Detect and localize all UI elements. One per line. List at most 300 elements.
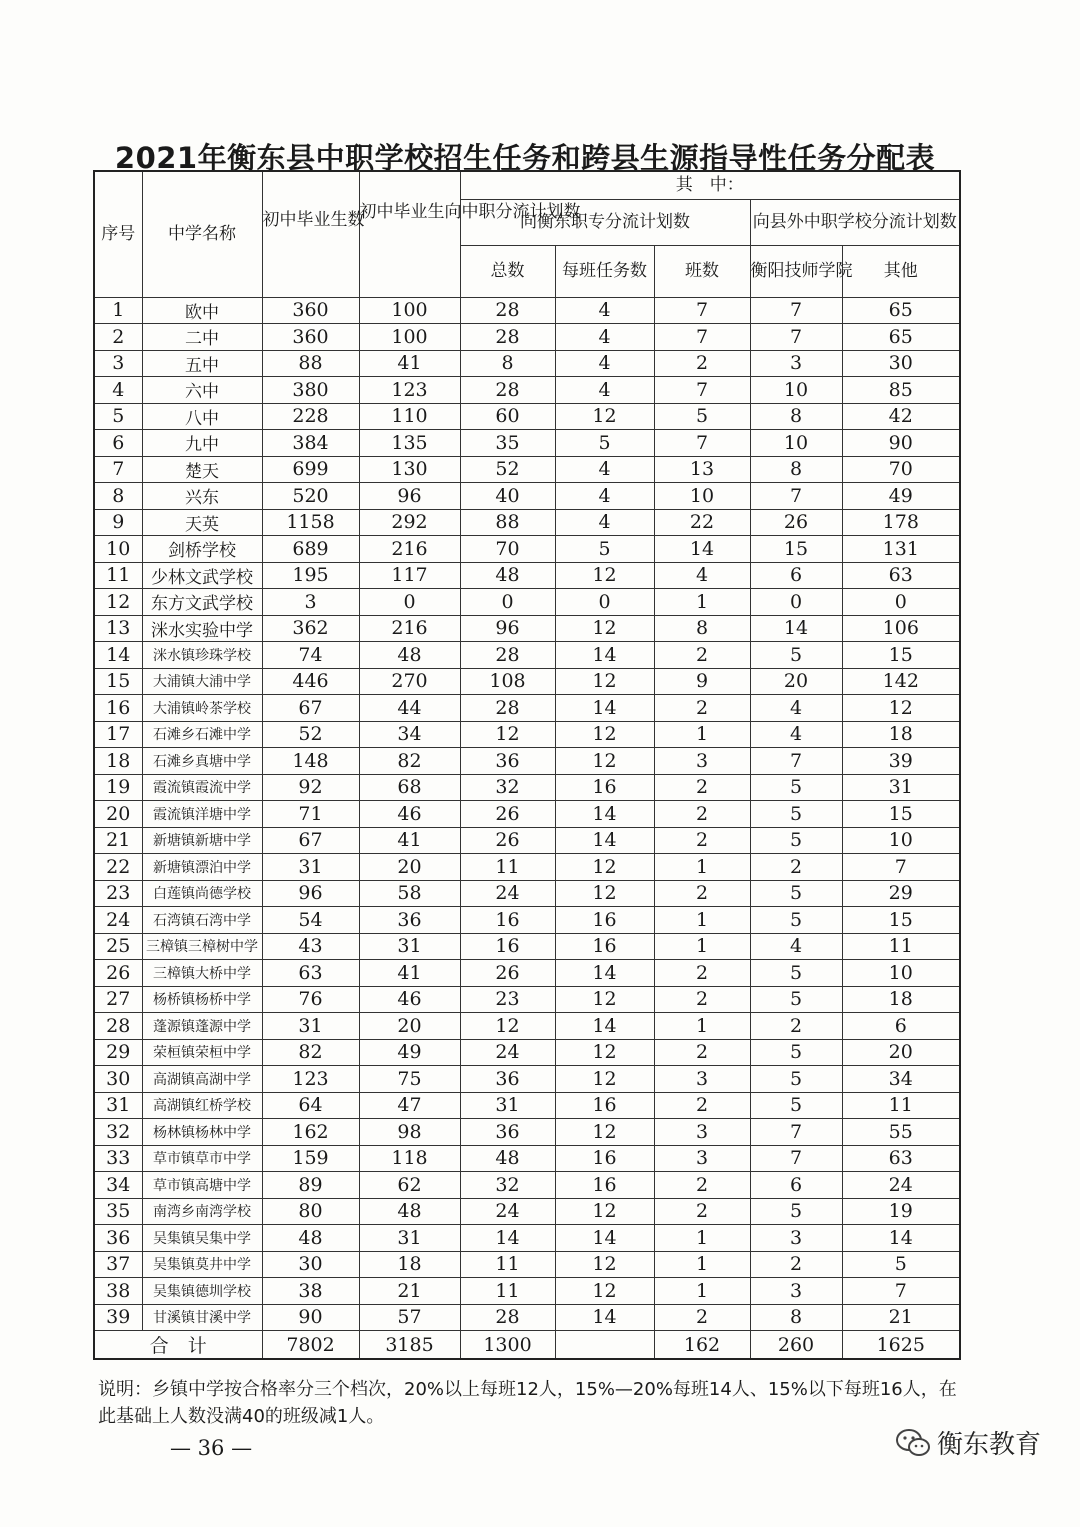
cell-hengyang: 8 [750,1304,842,1331]
cell-graduates: 380 [262,377,359,404]
cell-per-class: 12 [555,403,654,430]
cell-school: 草市镇草市中学 [142,1145,262,1172]
cell-per-class: 0 [555,589,654,616]
cell-school: 大浦镇大浦中学 [142,668,262,695]
cell-plan: 292 [359,509,460,536]
cell-graduates: 360 [262,297,359,324]
table-row [94,1013,960,1040]
cell-graduates: 82 [262,1039,359,1066]
cell-classes: 2 [654,960,750,987]
cell-classes: 8 [654,615,750,642]
cell-hengyang: 8 [750,403,842,430]
cell-total: 16 [460,933,555,960]
cell-seq: 12 [94,589,142,616]
cell-graduates: 520 [262,483,359,510]
cell-hengyang: 8 [750,456,842,483]
cell-per-class: 12 [555,880,654,907]
cell-plan: 36 [359,907,460,934]
cell-per-class: 4 [555,456,654,483]
cell-total: 36 [460,748,555,775]
cell-per-class: 16 [555,1092,654,1119]
cell-total: 28 [460,324,555,351]
cell-school: 欧中 [142,297,262,324]
cell-other: 11 [842,933,960,960]
cell-plan: 117 [359,562,460,589]
cell-plan: 48 [359,642,460,669]
cell-seq: 4 [94,377,142,404]
table-row [94,668,960,695]
table-row [94,1119,960,1146]
table-row [94,430,960,457]
table-row [94,986,960,1013]
cell-school: 吴集镇莫井中学 [142,1251,262,1278]
cell-school: 石滩乡真塘中学 [142,748,262,775]
cell-classes: 2 [654,880,750,907]
cell-hengyang: 3 [750,1225,842,1252]
cell-graduates: 360 [262,324,359,351]
total-graduates: 7802 [262,1331,359,1360]
cell-plan: 41 [359,960,460,987]
cell-per-class: 12 [555,854,654,881]
cell-plan: 31 [359,933,460,960]
cell-seq: 22 [94,854,142,881]
cell-school: 洣水镇珍珠学校 [142,642,262,669]
cell-total: 35 [460,430,555,457]
table-row [94,695,960,722]
cell-plan: 135 [359,430,460,457]
cell-seq: 6 [94,430,142,457]
cell-plan: 41 [359,827,460,854]
cell-other: 7 [842,854,960,881]
cell-seq: 20 [94,801,142,828]
cell-total: 28 [460,642,555,669]
cell-hengyang: 3 [750,1278,842,1305]
cell-other: 11 [842,1092,960,1119]
cell-total: 24 [460,1198,555,1225]
header-graduates: 初中毕业生数 [262,171,359,297]
cell-classes: 2 [654,350,750,377]
cell-graduates: 148 [262,748,359,775]
table-row [94,509,960,536]
cell-per-class: 12 [555,615,654,642]
cell-graduates: 162 [262,1119,359,1146]
cell-hengyang: 14 [750,615,842,642]
cell-seq: 11 [94,562,142,589]
cell-graduates: 384 [262,430,359,457]
table-row [94,854,960,881]
cell-classes: 7 [654,377,750,404]
cell-other: 63 [842,1145,960,1172]
cell-other: 15 [842,801,960,828]
cell-graduates: 63 [262,960,359,987]
cell-hengyang: 15 [750,536,842,563]
page-title: 2021年衡东县中职学校招生任务和跨县生源指导性任务分配表 [114,141,936,175]
cell-school: 兴东 [142,483,262,510]
table-row [94,589,960,616]
wechat-icon [895,1428,931,1458]
cell-per-class: 14 [555,695,654,722]
cell-plan: 20 [359,854,460,881]
cell-hengyang: 3 [750,350,842,377]
cell-total: 26 [460,960,555,987]
table-row [94,1251,960,1278]
cell-hengyang: 20 [750,668,842,695]
cell-other: 20 [842,1039,960,1066]
cell-graduates: 159 [262,1145,359,1172]
cell-seq: 37 [94,1251,142,1278]
table-row [94,907,960,934]
cell-per-class: 16 [555,1145,654,1172]
cell-classes: 1 [654,854,750,881]
cell-plan: 98 [359,1119,460,1146]
cell-classes: 3 [654,1066,750,1093]
cell-seq: 29 [94,1039,142,1066]
cell-school: 吴集镇吴集中学 [142,1225,262,1252]
table-row [94,377,960,404]
cell-per-class: 12 [555,748,654,775]
cell-other: 18 [842,986,960,1013]
cell-total: 31 [460,1092,555,1119]
cell-total: 28 [460,297,555,324]
cell-school: 蓬源镇蓬源中学 [142,1013,262,1040]
cell-classes: 22 [654,509,750,536]
cell-hengyang: 2 [750,1013,842,1040]
cell-classes: 2 [654,1092,750,1119]
page-number: — 36 — [170,1436,253,1460]
cell-other: 5 [842,1251,960,1278]
cell-school: 五中 [142,350,262,377]
cell-total: 96 [460,615,555,642]
cell-hengyang: 5 [750,642,842,669]
cell-plan: 0 [359,589,460,616]
cell-other: 24 [842,1172,960,1199]
cell-graduates: 80 [262,1198,359,1225]
cell-classes: 1 [654,721,750,748]
cell-other: 10 [842,827,960,854]
cell-school: 石湾镇石湾中学 [142,907,262,934]
cell-graduates: 74 [262,642,359,669]
cell-per-class: 4 [555,324,654,351]
cell-hengyang: 5 [750,774,842,801]
cell-other: 21 [842,1304,960,1331]
cell-plan: 270 [359,668,460,695]
cell-other: 15 [842,907,960,934]
cell-per-class: 16 [555,907,654,934]
cell-graduates: 67 [262,827,359,854]
cell-hengyang: 5 [750,907,842,934]
cell-plan: 216 [359,615,460,642]
cell-total: 14 [460,1225,555,1252]
cell-total: 36 [460,1066,555,1093]
cell-classes: 7 [654,324,750,351]
cell-classes: 3 [654,748,750,775]
cell-classes: 3 [654,1119,750,1146]
cell-per-class: 14 [555,1304,654,1331]
cell-plan: 18 [359,1251,460,1278]
cell-plan: 57 [359,1304,460,1331]
cell-classes: 1 [654,1251,750,1278]
header-per-class: 每班任务数 [555,245,654,297]
cell-graduates: 76 [262,986,359,1013]
cell-other: 14 [842,1225,960,1252]
cell-classes: 1 [654,1013,750,1040]
cell-school: 杨桥镇杨桥中学 [142,986,262,1013]
cell-per-class: 12 [555,721,654,748]
header-school: 中学名称 [142,171,262,297]
table-body [94,297,960,1331]
cell-seq: 15 [94,668,142,695]
table-row [94,721,960,748]
cell-total: 11 [460,1251,555,1278]
cell-school: 少林文武学校 [142,562,262,589]
total-row [94,1331,960,1360]
cell-school: 八中 [142,403,262,430]
cell-other: 49 [842,483,960,510]
cell-graduates: 30 [262,1251,359,1278]
table-row [94,1039,960,1066]
table-row [94,1172,960,1199]
cell-per-class: 12 [555,1251,654,1278]
cell-total: 0 [460,589,555,616]
cell-school: 霞流镇霞流中学 [142,774,262,801]
cell-other: 34 [842,1066,960,1093]
cell-per-class: 4 [555,350,654,377]
cell-hengyang: 5 [750,1039,842,1066]
cell-hengyang: 4 [750,933,842,960]
cell-seq: 34 [94,1172,142,1199]
cell-other: 6 [842,1013,960,1040]
table-row [94,1225,960,1252]
cell-per-class: 12 [555,1119,654,1146]
cell-other: 63 [842,562,960,589]
allocation-table [93,170,961,1360]
header-total: 总数 [460,245,555,297]
cell-school: 高湖镇红桥学校 [142,1092,262,1119]
cell-seq: 32 [94,1119,142,1146]
cell-other: 29 [842,880,960,907]
cell-seq: 38 [94,1278,142,1305]
cell-graduates: 362 [262,615,359,642]
cell-school: 大浦镇岭茶学校 [142,695,262,722]
table-row [94,880,960,907]
cell-per-class: 12 [555,986,654,1013]
cell-per-class: 14 [555,1225,654,1252]
cell-plan: 96 [359,483,460,510]
cell-seq: 5 [94,403,142,430]
cell-classes: 4 [654,562,750,589]
table-row [94,483,960,510]
cell-plan: 100 [359,297,460,324]
cell-classes: 1 [654,1278,750,1305]
cell-hengyang: 4 [750,695,842,722]
cell-seq: 25 [94,933,142,960]
cell-classes: 1 [654,1225,750,1252]
cell-graduates: 90 [262,1304,359,1331]
cell-seq: 3 [94,350,142,377]
header-group-b: 向县外中职学校分流计划数 [750,199,960,245]
table-row [94,456,960,483]
cell-per-class: 14 [555,827,654,854]
header-seq: 序号 [94,171,142,297]
cell-total: 24 [460,880,555,907]
cell-graduates: 31 [262,854,359,881]
cell-other: 178 [842,509,960,536]
cell-total: 28 [460,1304,555,1331]
table-row [94,562,960,589]
cell-plan: 46 [359,801,460,828]
cell-hengyang: 7 [750,483,842,510]
cell-other: 55 [842,1119,960,1146]
cell-other: 30 [842,350,960,377]
total-total: 1300 [460,1331,555,1360]
cell-per-class: 16 [555,933,654,960]
cell-total: 48 [460,562,555,589]
explanation-note: 说明：乡镇中学按合格率分三个档次，20%以上每班12人，15%—20%每班14人、15%以下每班16人，在此基础上人数没满40的班级减1人。 [98,1379,957,1427]
cell-plan: 216 [359,536,460,563]
cell-plan: 68 [359,774,460,801]
cell-plan: 118 [359,1145,460,1172]
cell-hengyang: 7 [750,748,842,775]
cell-graduates: 52 [262,721,359,748]
cell-seq: 39 [94,1304,142,1331]
cell-hengyang: 5 [750,986,842,1013]
cell-hengyang: 7 [750,297,842,324]
cell-other: 31 [842,774,960,801]
cell-classes: 2 [654,986,750,1013]
cell-graduates: 38 [262,1278,359,1305]
cell-graduates: 67 [262,695,359,722]
cell-total: 88 [460,509,555,536]
cell-classes: 5 [654,403,750,430]
cell-school: 天英 [142,509,262,536]
table-row [94,297,960,324]
cell-school: 荣桓镇荣桓中学 [142,1039,262,1066]
cell-school: 剑桥学校 [142,536,262,563]
cell-classes: 2 [654,1039,750,1066]
table-row [94,960,960,987]
cell-graduates: 71 [262,801,359,828]
table-row [94,1145,960,1172]
cell-school: 草市镇高塘中学 [142,1172,262,1199]
cell-plan: 130 [359,456,460,483]
header-group-a: 向衡东职专分流计划数 [460,199,750,245]
cell-graduates: 689 [262,536,359,563]
cell-total: 23 [460,986,555,1013]
cell-school: 二中 [142,324,262,351]
cell-plan: 75 [359,1066,460,1093]
table-row [94,801,960,828]
header-plan: 初中毕业生向中职分流计划数 [359,171,460,297]
cell-per-class: 12 [555,1198,654,1225]
cell-graduates: 123 [262,1066,359,1093]
cell-seq: 21 [94,827,142,854]
cell-total: 12 [460,1013,555,1040]
cell-total: 26 [460,827,555,854]
cell-per-class: 5 [555,536,654,563]
table-row [94,1066,960,1093]
cell-per-class: 12 [555,1066,654,1093]
cell-plan: 21 [359,1278,460,1305]
table-row [94,774,960,801]
cell-plan: 110 [359,403,460,430]
cell-seq: 2 [94,324,142,351]
cell-classes: 2 [654,1304,750,1331]
cell-seq: 9 [94,509,142,536]
cell-hengyang: 5 [750,880,842,907]
cell-per-class: 16 [555,1172,654,1199]
cell-seq: 10 [94,536,142,563]
cell-school: 九中 [142,430,262,457]
table-row [94,403,960,430]
table-row [94,1198,960,1225]
table-row [94,350,960,377]
cell-per-class: 5 [555,430,654,457]
cell-graduates: 48 [262,1225,359,1252]
cell-other: 15 [842,642,960,669]
cell-per-class: 12 [555,1278,654,1305]
cell-seq: 1 [94,297,142,324]
cell-other: 12 [842,695,960,722]
cell-classes: 7 [654,297,750,324]
cell-per-class: 12 [555,562,654,589]
total-hengyang: 260 [750,1331,842,1360]
cell-seq: 31 [94,1092,142,1119]
cell-total: 32 [460,1172,555,1199]
cell-seq: 13 [94,615,142,642]
cell-seq: 8 [94,483,142,510]
cell-seq: 30 [94,1066,142,1093]
cell-classes: 2 [654,774,750,801]
cell-per-class: 4 [555,297,654,324]
table-row [94,827,960,854]
cell-other: 39 [842,748,960,775]
cell-school: 南湾乡南湾学校 [142,1198,262,1225]
cell-graduates: 92 [262,774,359,801]
table-row [94,1092,960,1119]
total-plan: 3185 [359,1331,460,1360]
cell-plan: 47 [359,1092,460,1119]
table-row [94,748,960,775]
cell-other: 65 [842,297,960,324]
cell-other: 0 [842,589,960,616]
cell-plan: 31 [359,1225,460,1252]
cell-graduates: 3 [262,589,359,616]
cell-school: 楚天 [142,456,262,483]
cell-seq: 36 [94,1225,142,1252]
cell-school: 吴集镇德圳学校 [142,1278,262,1305]
table-row [94,642,960,669]
cell-seq: 19 [94,774,142,801]
cell-plan: 48 [359,1198,460,1225]
cell-classes: 2 [654,1172,750,1199]
cell-graduates: 89 [262,1172,359,1199]
cell-graduates: 699 [262,456,359,483]
cell-graduates: 43 [262,933,359,960]
cell-classes: 7 [654,430,750,457]
watermark-text: 衡东教育 [937,1430,1042,1460]
cell-total: 24 [460,1039,555,1066]
cell-graduates: 228 [262,403,359,430]
cell-school: 杨林镇杨林中学 [142,1119,262,1146]
header-classes: 班数 [654,245,750,297]
cell-seq: 35 [94,1198,142,1225]
cell-other: 106 [842,615,960,642]
cell-plan: 82 [359,748,460,775]
cell-hengyang: 2 [750,854,842,881]
cell-school: 高湖镇高湖中学 [142,1066,262,1093]
cell-total: 8 [460,350,555,377]
cell-other: 42 [842,403,960,430]
